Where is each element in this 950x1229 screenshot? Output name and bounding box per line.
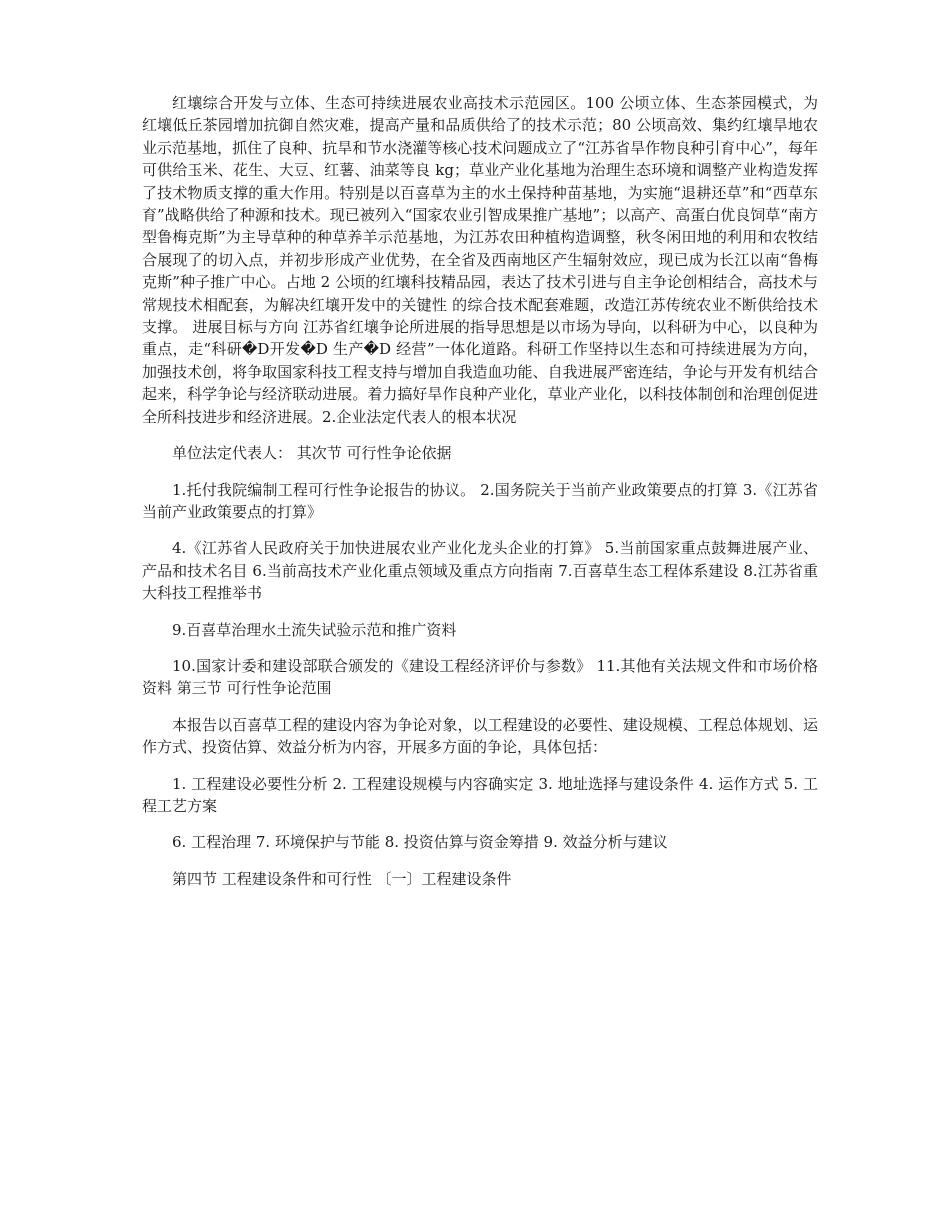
document-body [142, 92, 818, 904]
paragraph-red-soil-development: 红壤综合开发与立体、生态可持续进展农业高技术示范园区。100 公顷立体、生态茶园模式，为红壤低丘茶园增加抗御自然灾难，提高产量和品质供给了的技术示范；80 公顷高效、集约红壤旱地农业示范基地，抓住了良种、抗旱和节水浇灌等核心技术问题成立了“江苏省旱作物良种引育中心”，每年可供给玉米、花生、大豆、红薯、油菜等良 kg；草业产业化基地为治理生态环境和调整产业构造发挥了技术物质支撑的重大作用。特别是以百喜草为主的水土保持种苗基地，为实施“退耕还草”和“西草东育”战略供给了种源和技术。现已被列入“国家农业引智成果推广基地”；以高产、高蛋白优良饲草“南方型鲁梅克斯”为主导草种的种草养羊示范基地，为江苏农田种植构造调整，秋冬闲田地的利用和农牧结合展现了的切入点，并初步形成产业优势，在全省及西南地区产生辐射效应，现已成为长江以南“鲁梅克斯”种子推广中心。占地 2 公顷的红壤科技精品园，表达了技术引进与自主争论创相结合，高技术与常规技术相配套，为解决红壤开发中的关键性 的综合技术配套难题，改造江苏传统农业不断供给技术支撑。 进展目标与方向 江苏省红壤争论所进展的指导思想是以市场为导向，以科研为中心，以良种为重点，走“科研�D开发�D 生产�D 经营”一体化道路。科研工作坚持以生态和可持续进展为方向，加强技术创，将争取国家科技工程支持与增加自我造血功能、自我进展严密连结，争论与开发有机结合起来，科学争论与经济联动进展。着力搞好旱作良种产业化，草业产业化，以科技体制创和治理创促进全所科技进步和经济进展。2.企业法定代表人的根本状况 [142, 94, 818, 426]
paragraph-scope-list-2: 6. 工程治理 7. 环境保护与节能 8. 投资估算与资金筹措 9. 效益分析与建议 [172, 833, 668, 852]
section-heading-4: 第四节 工程建设条件和可行性 〔一〕工程建设条件 [172, 869, 512, 888]
paragraph-basis-list-2: 4.《江苏省人民政府关于加快进展农业产业化龙头企业的打算》 5.当前国家重点鼓舞进展产业、产品和技术名目 6.当前高技术产业化重点领域及重点方向指南 7.百喜草生态工程体系建设 8.江苏省重大科技工程推举书 [142, 539, 818, 603]
paragraph-basis-list-1: 1.托付我院编制工程可行性争论报告的协议。 2.国务院关于当前产业政策要点的打算 3.《江苏省当前产业政策要点的打算》 [142, 480, 818, 521]
paragraph-legal-representative: 单位法定代表人： 其次节 可行性争论依据 [172, 444, 452, 463]
paragraph-basis-list-4: 10.国家计委和建设部联合颁发的《建设工程经济评价与参数》 11.其他有关法规文件和市场价格资料 第三节 可行性争论范围 [142, 656, 818, 698]
paragraph-basis-list-3: 9.百喜草治理水土流失试验示范和推广资料 [172, 620, 457, 639]
paragraph-report-scope: 本报告以百喜草工程的建设内容为争论对象，以工程建设的必要性、建设规模、工程总体规划、运作方式、投资估算、效益分析为内容，开展多方面的争论，具体包括： [142, 715, 818, 757]
paragraph-scope-list-1: 1. 工程建设必要性分析 2. 工程建设规模与内容确实定 3. 地址选择与建设条件 4. 运作方式 5. 工程工艺方案 [142, 774, 818, 815]
